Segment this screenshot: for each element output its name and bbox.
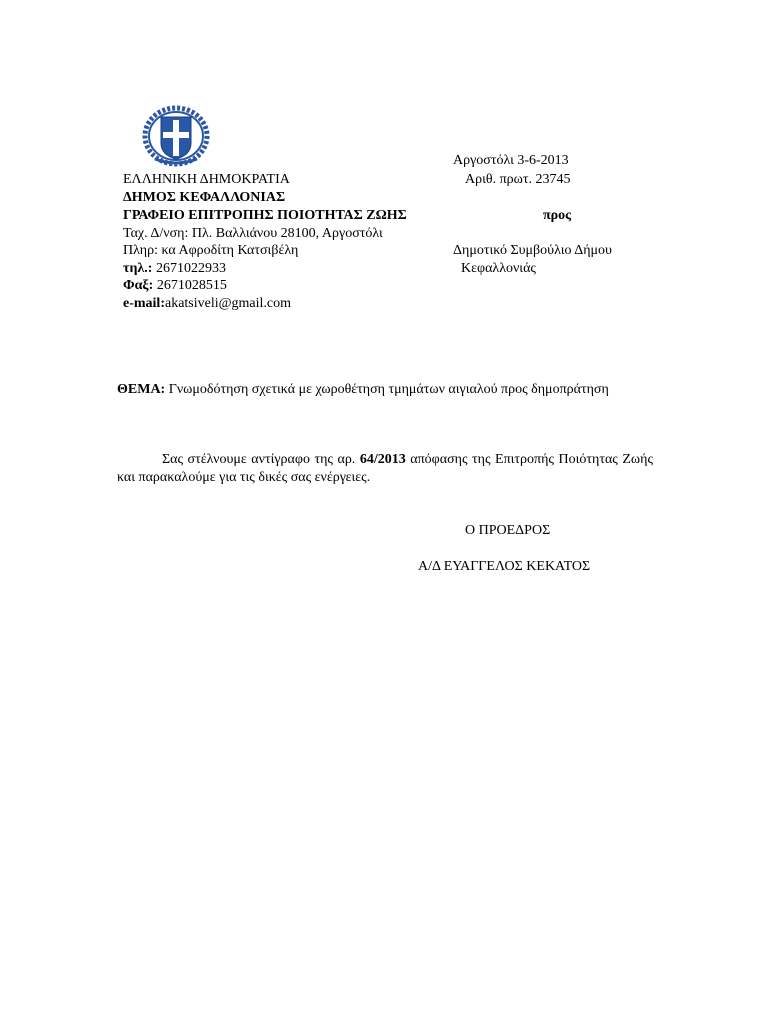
email-address: akatsiveli@gmail.com (164, 296, 292, 311)
phone-line (123, 260, 226, 278)
recipient-label: προς (543, 208, 572, 223)
date-line: Αργοστόλι 3-6-2013 (453, 153, 569, 168)
body-part-2: απόφασης της Επιτροπής Ποιότητας Ζωής και παρακαλούμε για τις δικές σας ενέργειες. (117, 452, 653, 485)
contact-person: Πληρ: κα Αφροδίτη Κατσιβέλη (123, 243, 299, 258)
body-paragraph (117, 451, 653, 487)
body-part-1: Σας στέλνουμε αντίγραφο της αρ. (162, 452, 360, 467)
signature-title: Ο ΠΡΟΕΔΡΟΣ (465, 523, 551, 538)
subject (117, 380, 653, 399)
signature-name: Α/Δ ΕΥΑΓΓΕΛΟΣ ΚΕΚΑΤΟΣ (418, 559, 591, 574)
protocol-number: Αριθ. πρωτ. 23745 (465, 172, 571, 187)
municipality-heading: ΔΗΜΟΣ ΚΕΦΑΛΛΟΝΙΑΣ (123, 190, 286, 205)
recipient-line-2: Κεφαλλονιάς (461, 261, 536, 276)
email-line (123, 295, 291, 313)
email-label: e-mail: (123, 296, 165, 311)
fax-number: 2671028515 (153, 278, 227, 293)
subject-label: ΘΕΜΑ: (117, 382, 166, 397)
decision-number: 64/2013 (359, 452, 406, 467)
republic-heading: ΕΛΛΗΝΙΚΗ ΔΗΜΟΚΡΑΤΙΑ (123, 172, 290, 187)
fax-line (123, 277, 227, 295)
greek-coat-of-arms-icon (141, 105, 211, 167)
recipient-line-1: Δημοτικό Συμβούλιο Δήμου (453, 243, 612, 258)
office-heading: ΓΡΑΦΕΙΟ ΕΠΙΤΡΟΠΗΣ ΠΟΙΟΤΗΤΑΣ ΖΩΗΣ (123, 208, 407, 223)
phone-label: τηλ.: (123, 261, 153, 276)
postal-address: Ταχ. Δ/νση: Πλ. Βαλλιάνου 28100, Αργοστόλι (123, 226, 383, 241)
subject-text: Γνωμοδότηση σχετικά με χωροθέτηση τμημάτων αιγιαλού προς δημοπράτηση (165, 382, 609, 397)
fax-label: Φαξ: (123, 278, 154, 293)
phone-number: 2671022933 (152, 261, 226, 276)
